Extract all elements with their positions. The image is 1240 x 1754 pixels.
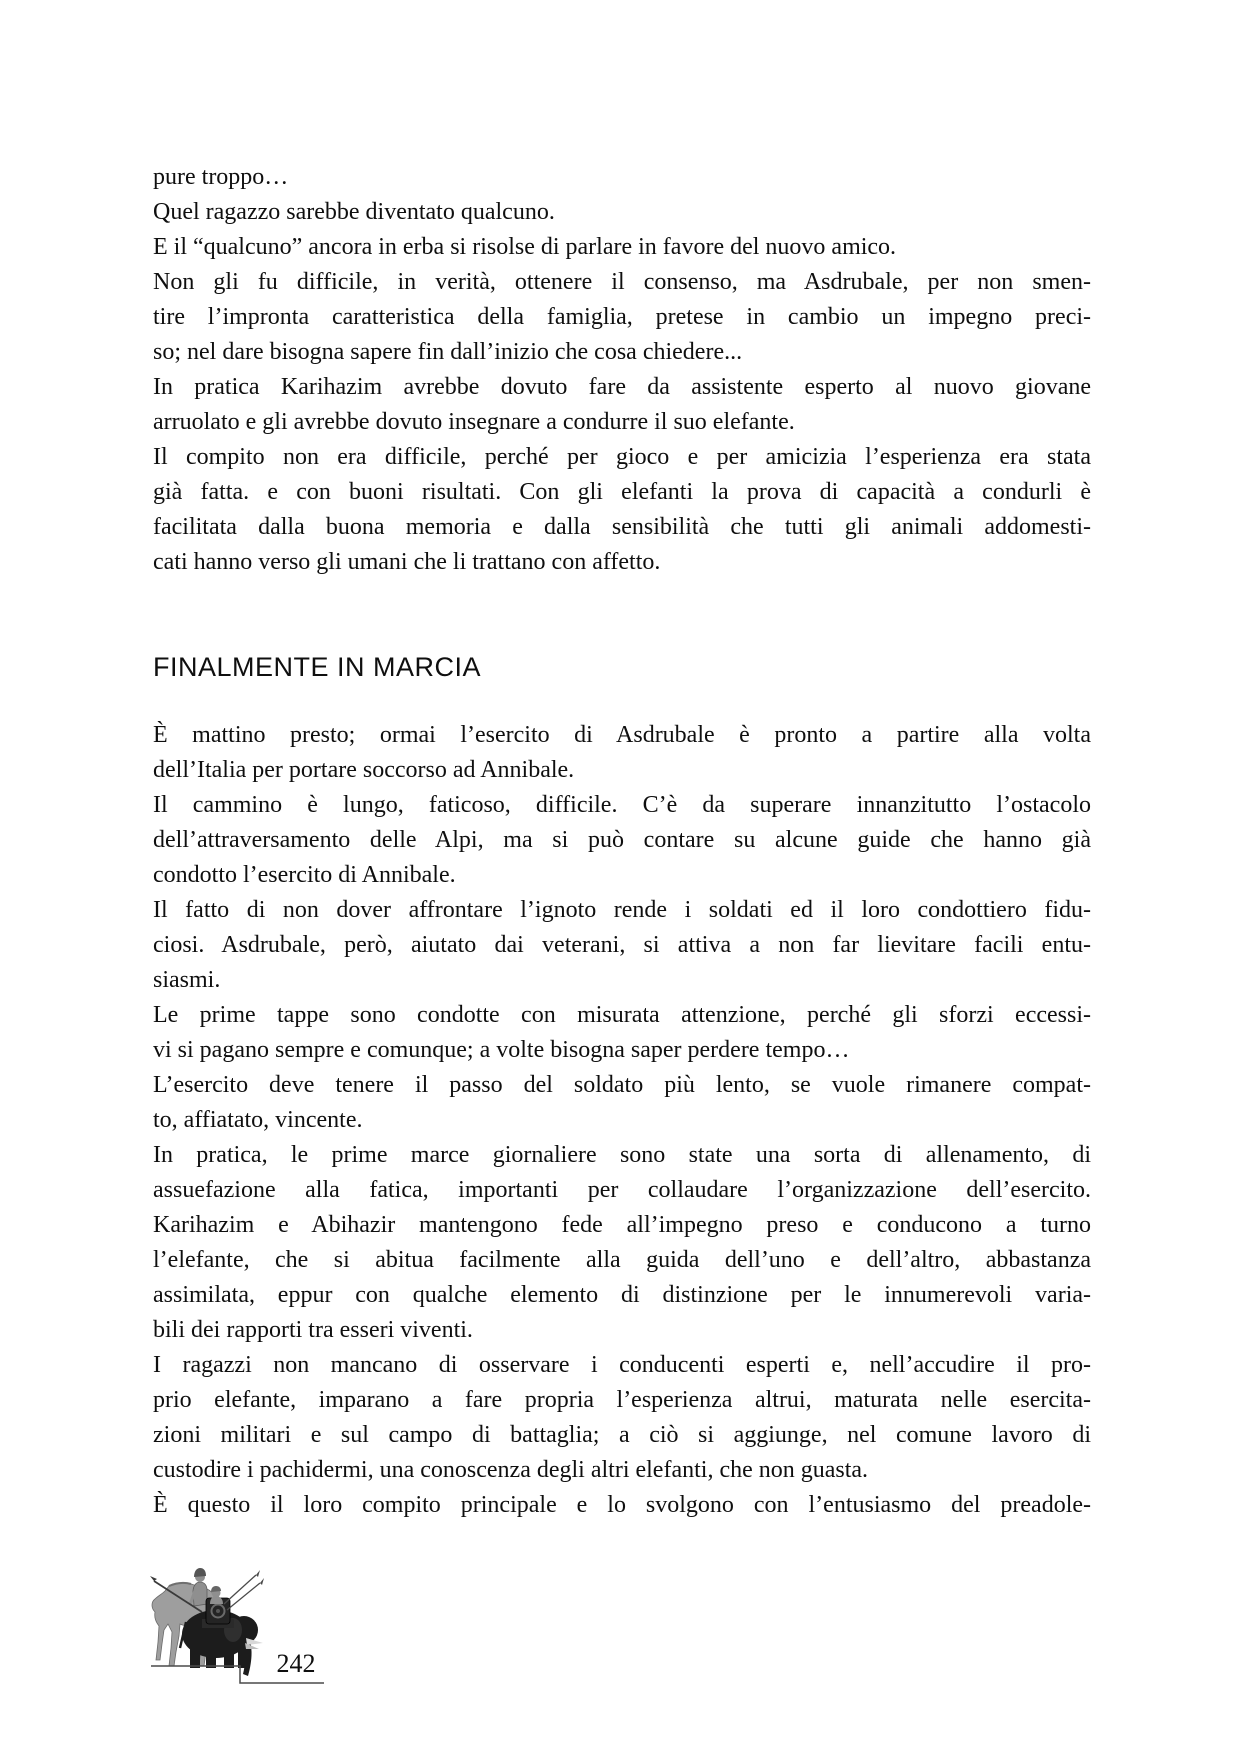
- text-line: dell’attraversamento delle Alpi, ma si può contare su alcune guide che hanno già: [153, 827, 1091, 853]
- page-number: 242: [276, 1649, 316, 1678]
- text-line: Il compito non era difficile, perché per gioco e per amicizia l’esperienza era stata: [153, 444, 1091, 470]
- text-line: bili dei rapporti tra esseri viventi.: [153, 1317, 473, 1343]
- text-line: assuefazione alla fatica, importanti per collaudare l’organizzazione dell’esercito.: [153, 1177, 1091, 1203]
- text-line: prio elefante, imparano a fare propria l’esperienza altrui, maturata nelle esercita-: [153, 1387, 1091, 1413]
- text-line: In pratica Karihazim avrebbe dovuto fare da assistente esperto al nuovo giovane: [153, 374, 1091, 400]
- text-line: so; nel dare bisogna sapere fin dall’inizio che cosa chiedere...: [153, 339, 743, 365]
- paragraph-1: [153, 160, 1091, 580]
- text-line: cati hanno verso gli umani che li trattano con affetto.: [153, 549, 661, 575]
- text-line: Karihazim e Abihazir mantengono fede all’impegno preso e conducono a turno: [153, 1212, 1091, 1238]
- text-line: l’elefante, che si abitua facilmente alla guida dell’uno e dell’altro, abbastanza: [153, 1247, 1091, 1273]
- text-line: assimilata, eppur con qualche elemento di distinzione per le innumerevoli varia-: [153, 1282, 1091, 1308]
- paragraph-2: [153, 718, 1091, 1523]
- text-line: Quel ragazzo sarebbe diventato qualcuno.: [153, 199, 555, 225]
- text-line: È mattino presto; ormai l’esercito di Asdrubale è pronto a partire alla volta: [153, 722, 1091, 748]
- text-line: È questo il loro compito principale e lo svolgono con l’entusiasmo del preadole-: [153, 1492, 1091, 1518]
- section-heading: FINALMENTE IN MARCIA: [153, 652, 482, 682]
- text-line: In pratica, le prime marce giornaliere sono state una sorta di allenamento, di: [153, 1142, 1091, 1168]
- text-line: già fatta. e con buoni risultati. Con gli elefanti la prova di capacità a condurli è: [153, 479, 1091, 505]
- text-line: pure troppo…: [153, 164, 289, 190]
- text-line: E il “qualcuno” ancora in erba si risolse di parlare in favore del nuovo amico.: [153, 234, 897, 260]
- text-line: vi si pagano sempre e comunque; a volte bisogna saper perdere tempo…: [153, 1037, 850, 1063]
- text-line: to, affiatato, vincente.: [153, 1107, 363, 1133]
- text-line: arruolato e gli avrebbe dovuto insegnare a condurre il suo elefante.: [153, 409, 795, 435]
- text-line: zioni militari e sul campo di battaglia; a ciò si aggiunge, nel comune lavoro di: [153, 1422, 1091, 1448]
- text-line: ciosi. Asdrubale, però, aiutato dai veterani, si attiva a non far lievitare facili entu-: [153, 932, 1091, 958]
- text-line: facilitata dalla buona memoria e dalla sensibilità che tutti gli animali addomesti-: [153, 514, 1091, 540]
- text-line: siasmi.: [153, 967, 221, 993]
- text-line: condotto l’esercito di Annibale.: [153, 862, 456, 888]
- text-line: tire l’impronta caratteristica della famiglia, pretese in cambio un impegno preci-: [153, 304, 1091, 330]
- text-line: Le prime tappe sono condotte con misurata attenzione, perché gli sforzi eccessi-: [153, 1002, 1091, 1028]
- text-line: custodire i pachidermi, una conoscenza degli altri elefanti, che non guasta.: [153, 1457, 869, 1483]
- text-line: Non gli fu difficile, in verità, ottenere il consenso, ma Asdrubale, per non smen-: [153, 269, 1091, 295]
- text-line: Il cammino è lungo, faticoso, difficile. C’è da superare innanzitutto l’ostacolo: [153, 792, 1091, 818]
- text-line: I ragazzi non mancano di osservare i conducenti esperti e, nell’accudire il pro-: [153, 1352, 1091, 1378]
- text-line: Il fatto di non dover affrontare l’ignoto rende i soldati ed il loro condottiero fidu-: [153, 897, 1091, 923]
- text-line: L’esercito deve tenere il passo del soldato più lento, se vuole rimanere compat-: [153, 1072, 1091, 1098]
- text-line: dell’Italia per portare soccorso ad Annibale.: [153, 757, 575, 783]
